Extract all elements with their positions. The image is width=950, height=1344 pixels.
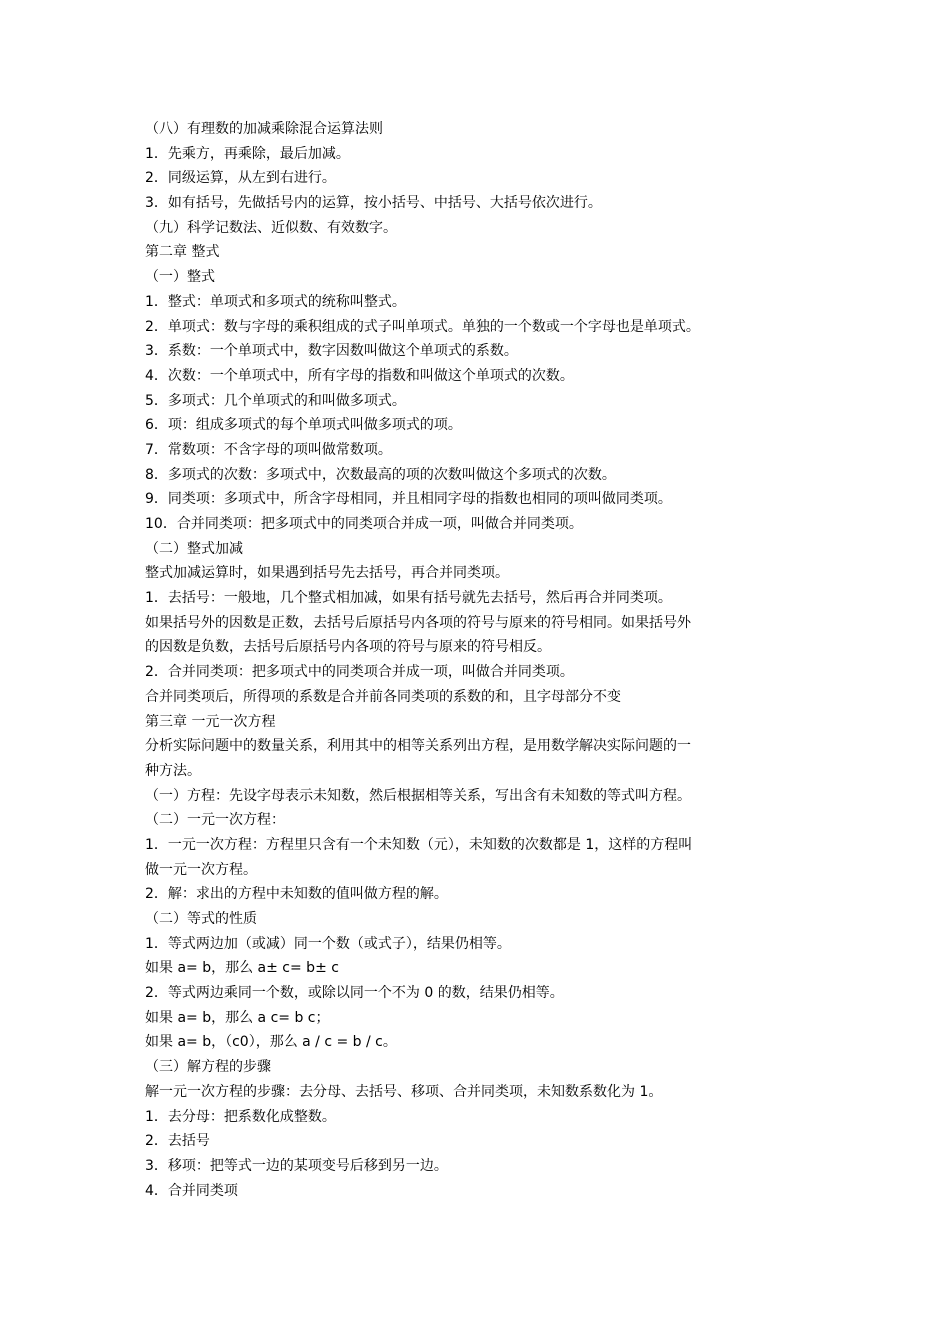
section-heading: （二）一元一次方程： (145, 812, 285, 829)
formula-line: 如果 a= b，那么 a± c= b± c (145, 960, 339, 977)
text-line: 3．移项：把等式一边的某项变号后移到另一边。 (145, 1157, 448, 1174)
text-line: （一）方程：先设字母表示未知数，然后根据相等关系，写出含有未知数的等式叫方程。 (145, 787, 691, 804)
text-line: 如果括号外的因数是正数，去括号后原括号内各项的符号与原来的符号相同。如果括号外 (145, 614, 691, 631)
chapter-heading: 第三章 一元一次方程 (145, 713, 276, 730)
text-line: 2．合并同类项：把多项式中的同类项合并成一项，叫做合并同类项。 (145, 664, 574, 681)
section-heading: （九）科学记数法、近似数、有效数字。 (145, 219, 397, 236)
section-heading: （八）有理数的加减乘除混合运算法则 (145, 121, 383, 137)
text-line: 种方法。 (145, 762, 201, 779)
chapter-heading: 第二章 整式 (145, 244, 220, 261)
text-line: 解一元一次方程的步骤：去分母、去括号、移项、合并同类项，未知数系数化为 1。 (145, 1083, 663, 1100)
formula-line: 如果 a= b，那么 a c= b c； (145, 1009, 330, 1026)
text-line: 1．一元一次方程：方程里只含有一个未知数（元），未知数的次数都是 1，这样的方程叫 (145, 836, 693, 853)
text-line: 2．解：求出的方程中未知数的值叫做方程的解。 (145, 886, 448, 903)
text-line: 合并同类项后，所得项的系数是合并前各同类项的系数的和，且字母部分不变 (145, 688, 621, 705)
text-line: 2．同级运算，从左到右进行。 (145, 170, 336, 187)
text-line: 1．整式：单项式和多项式的统称叫整式。 (145, 293, 406, 310)
section-heading: （三）解方程的步骤 (145, 1059, 271, 1076)
section-heading: （二）整式加减 (145, 540, 243, 557)
text-line: 3．如有括号，先做括号内的运算，按小括号、中括号、大括号依次进行。 (145, 195, 602, 212)
formula-line: 如果 a= b，（c0），那么 a / c = b / c。 (145, 1034, 397, 1051)
document-page (145, 117, 815, 1203)
text-line: 10．合并同类项：把多项式中的同类项合并成一项，叫做合并同类项。 (145, 516, 583, 532)
text-line: 8．多项式的次数：多项式中，次数最高的项的次数叫做这个多项式的次数。 (145, 466, 616, 483)
text-line: 1．先乘方，再乘除，最后加减。 (145, 145, 350, 162)
text-line: 的因数是负数，去括号后原括号内各项的符号与原来的符号相反。 (145, 639, 551, 656)
text-line: 2．单项式：数与字母的乘积组成的式子叫单项式。单独的一个数或一个字母也是单项式。 (145, 318, 700, 335)
text-line: 5．多项式：几个单项式的和叫做多项式。 (145, 392, 406, 409)
text-line: 1．去括号：一般地，几个整式相加减，如果有括号就先去括号，然后再合并同类项。 (145, 590, 672, 607)
text-line: 2．等式两边乘同一个数，或除以同一个不为 0 的数，结果仍相等。 (145, 985, 564, 1002)
text-line: 6．项：组成多项式的每个单项式叫做多项式的项。 (145, 417, 462, 434)
text-line: 9．同类项：多项式中，所含字母相同，并且相同字母的指数也相同的项叫做同类项。 (145, 491, 672, 508)
text-line: 3．系数：一个单项式中，数字因数叫做这个单项式的系数。 (145, 343, 518, 360)
text-line: 1．去分母：把系数化成整数。 (145, 1108, 336, 1125)
text-line: 做一元一次方程。 (145, 861, 257, 878)
text-line: 7．常数项：不含字母的项叫做常数项。 (145, 441, 392, 458)
section-heading: （二）等式的性质 (145, 911, 257, 927)
text-line: 1．等式两边加（或减）同一个数（或式子），结果仍相等。 (145, 935, 511, 952)
text-line: 整式加减运算时，如果遇到括号先去括号，再合并同类项。 (145, 565, 509, 582)
text-line: 分析实际问题中的数量关系，利用其中的相等关系列出方程，是用数学解决实际问题的一 (145, 738, 691, 755)
section-heading: （一）整式 (145, 269, 215, 286)
text-line: 4．次数：一个单项式中，所有字母的指数和叫做这个单项式的次数。 (145, 367, 574, 384)
text-line: 2．去括号 (145, 1133, 210, 1150)
text-line: 4．合并同类项 (145, 1182, 238, 1199)
